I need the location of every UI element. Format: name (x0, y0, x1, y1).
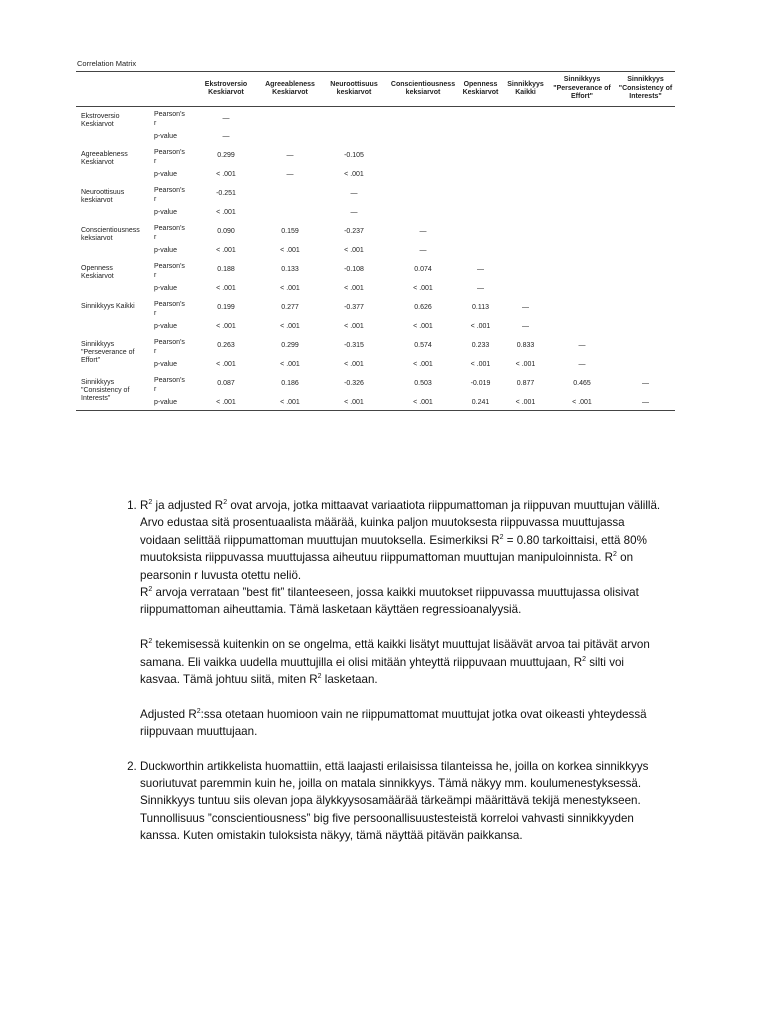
text-run: silti voi kasvaa. Tämä johtuu siitä, miten R (140, 655, 625, 687)
p-value-cell: < .001 (413, 323, 433, 331)
p-value-cell (548, 131, 616, 145)
text-run: R (140, 638, 149, 652)
correlation-value-cell (458, 107, 503, 131)
correlation-value-cell: — (578, 342, 586, 350)
answer-list (104, 497, 664, 845)
p-value-cell: < .001 (280, 285, 300, 293)
superscript: 2 (196, 707, 201, 715)
matrix-body (76, 107, 675, 411)
answer-paragraph (140, 636, 664, 688)
stat-label: p-value (154, 323, 177, 331)
correlation-value-cell (503, 259, 548, 283)
p-value-cell: — (578, 361, 586, 369)
correlation-value-cell (503, 145, 548, 169)
matrix-row-pvalue (76, 169, 675, 183)
stat-label: p-value (154, 247, 177, 255)
correlation-value-cell: 0.199 (217, 304, 235, 312)
matrix-row-pvalue (76, 207, 675, 221)
stat-label: Pearson's r (154, 149, 185, 165)
correlation-value-cell: -0.019 (470, 380, 491, 388)
superscript: 2 (148, 586, 153, 594)
p-value-cell: < .001 (216, 247, 236, 255)
superscript: 2 (223, 499, 228, 507)
p-value-cell: — (616, 397, 675, 411)
p-value-cell: < .001 (515, 361, 536, 369)
matrix-row-pvalue (76, 359, 675, 373)
p-value-cell: < .001 (216, 171, 236, 179)
p-value-cell: < .001 (344, 285, 364, 293)
column-header: Ekstroversio Keskiarvot (192, 72, 260, 107)
row-variable-label: Agreeableness Keskiarvot (81, 150, 128, 166)
correlation-value-cell: 0.277 (281, 304, 299, 312)
matrix-row-pvalue (76, 283, 675, 297)
row-variable-label: Conscientiousness keksiarvot (81, 226, 140, 242)
correlation-value-cell (616, 107, 675, 131)
p-value-cell (616, 283, 675, 297)
correlation-value-cell (616, 145, 675, 169)
p-value-cell (458, 207, 503, 221)
matrix-row-pearson (76, 145, 675, 169)
correlation-value-cell (458, 221, 503, 245)
text-run: Adjusted R (140, 707, 197, 721)
stat-label: Pearson's r (154, 187, 185, 203)
correlation-value-cell: 0.074 (414, 266, 432, 274)
correlation-value-cell (388, 107, 458, 131)
p-value-cell (548, 283, 616, 297)
p-value-cell: < .001 (470, 323, 491, 331)
p-value-cell (388, 207, 458, 221)
answer-item (140, 497, 664, 741)
stat-label: p-value (154, 285, 177, 293)
text-run: ja adjusted R (152, 499, 224, 512)
p-value-cell (616, 245, 675, 259)
correlation-value-cell: 0.833 (516, 342, 535, 350)
p-value-cell: < .001 (470, 361, 491, 369)
p-value-cell (388, 131, 458, 145)
correlation-value-cell (548, 183, 616, 207)
stat-label: Pearson's r (154, 301, 185, 317)
correlation-value-cell (548, 221, 616, 245)
p-value-cell: < .001 (548, 397, 616, 411)
p-value-cell: < .001 (344, 323, 364, 331)
correlation-value-cell (548, 297, 616, 321)
matrix-row-pearson (76, 297, 675, 321)
p-value-cell (503, 169, 548, 183)
correlation-value-cell (616, 183, 675, 207)
row-variable-label: Sinnikkyys Kaikki (81, 302, 135, 310)
p-value-cell: < .001 (503, 397, 548, 411)
text-run: lasketaan. (321, 673, 378, 687)
p-value-cell: — (286, 171, 294, 179)
correlation-value-cell (388, 183, 458, 207)
correlation-value-cell: 0.087 (217, 380, 235, 388)
correlation-value-cell: 0.465 (573, 380, 591, 388)
p-value-cell: < .001 (216, 209, 236, 217)
matrix-row-pearson (76, 259, 675, 283)
text-run: Duckworthin artikkelista huomattiin, että laajasti erilaisissa tilanteissa he, joilla on korkea sinnikkyys suoriutuvat paremmin kuin he, joilla on matala sinnikkyys. Tämä näkyy mm. koulumenestyksessä. Sinnikkyys tuntuu siis olevan jopa älykkyysosamäärää tärkeämpi määrittävä tekijä menestykseen. Tunnollisuus ”conscientiousness” big five persoonallisuustesteistä korreloi vahvasti sinnikkyyden kanssa. Kuten omistakin tuloksista näkyy, tämä näyttää pitävän paikkansa. (140, 759, 649, 843)
correlation-value-cell: 0.186 (281, 380, 299, 388)
p-value-cell (548, 207, 616, 221)
p-value-cell: < .001 (413, 361, 433, 369)
answer-paragraph (140, 758, 664, 845)
column-header: Openness Keskiarvot (458, 72, 503, 107)
text-run: tekemisessä kuitenkin on se ongelma, että kaikki lisätyt muuttujat lisäävät arvoa tai pitävät arvon samana. Eli vaikka uudella muuttujilla ei olisi mitään yhteyttä riippuvaan muuttujaan, R (140, 638, 650, 669)
stat-label: Pearson's r (154, 225, 185, 241)
text-run: = 0.80 tarkoittaisi, että 80% muutoksista riippuvassa muuttujassa aiheutuu riippumattoman muuttujan manipuloinnista. R (140, 533, 647, 565)
p-value-cell (503, 207, 548, 221)
matrix-row-pvalue (76, 131, 675, 145)
answer-paragraph (140, 497, 664, 619)
correlation-value-cell: — (642, 380, 649, 388)
stat-label: Pearson's r (154, 377, 185, 393)
correlation-value-cell (458, 145, 503, 169)
header-blank (76, 72, 150, 107)
correlation-value-cell: 0.159 (281, 228, 299, 236)
matrix-caption: Correlation Matrix (77, 59, 137, 68)
p-value-cell: < .001 (280, 361, 300, 369)
p-value-cell: < .001 (320, 397, 388, 411)
p-value-cell (503, 131, 548, 145)
correlation-value-cell: 0.299 (281, 342, 299, 350)
p-value-cell: — (522, 323, 529, 331)
correlation-value-cell: 0.133 (281, 266, 299, 274)
p-value-cell (320, 131, 388, 145)
correlation-value-cell: — (419, 228, 427, 236)
correlation-value-cell (503, 183, 548, 207)
correlation-value-cell (548, 259, 616, 283)
p-value-cell (503, 283, 548, 297)
answer-item (140, 758, 664, 845)
p-value-cell (503, 245, 548, 259)
p-value-cell: < .001 (413, 285, 433, 293)
correlation-value-cell (320, 107, 388, 131)
row-variable-label: Sinnikkyys "Consistency of Interests" (76, 373, 150, 411)
correlation-value-cell: 0.626 (414, 304, 432, 312)
correlation-value-cell (458, 183, 503, 207)
correlation-value-cell (503, 221, 548, 245)
correlation-value-cell: — (286, 152, 294, 160)
answer-paragraph (140, 706, 664, 741)
p-value-cell (458, 169, 503, 183)
superscript: 2 (317, 673, 322, 681)
correlation-value-cell (616, 297, 675, 321)
correlation-value-cell: -0.105 (344, 152, 364, 160)
correlation-value-cell: 0.299 (217, 152, 235, 160)
text-run: :ssa otetaan huomioon vain ne riippumattomat muuttujat jotka ovat oikeasti yhteydessä riippuvaan muuttujaan. (140, 707, 647, 739)
p-value-cell (388, 169, 458, 183)
column-header: Agreeableness Keskiarvot (260, 72, 320, 107)
stat-label: p-value (154, 209, 177, 217)
matrix-row-pearson (76, 335, 675, 359)
correlation-value-cell (616, 259, 675, 283)
header-blank (150, 72, 192, 107)
p-value-cell (616, 359, 675, 373)
p-value-cell (548, 321, 616, 335)
stat-label: Pearson's r (154, 263, 185, 279)
stat-label: p-value (150, 397, 192, 411)
matrix-row-pearson (76, 107, 675, 131)
superscript: 2 (499, 533, 504, 541)
p-value-cell: < .001 (216, 285, 236, 293)
p-value-cell (260, 207, 320, 221)
correlation-value-cell: -0.251 (216, 190, 236, 198)
p-value-cell: — (222, 133, 230, 141)
p-value-cell: — (477, 285, 484, 293)
p-value-cell (458, 245, 503, 259)
correlation-matrix-table (76, 71, 675, 411)
correlation-value-cell (548, 145, 616, 169)
correlation-value-cell: -0.377 (344, 304, 364, 312)
correlation-value-cell: 0.263 (217, 342, 235, 350)
p-value-cell (548, 245, 616, 259)
correlation-value-cell: — (522, 304, 529, 312)
matrix-row-pvalue (76, 397, 675, 411)
row-variable-label: Openness Keskiarvot (81, 264, 114, 280)
correlation-value-cell: -0.237 (344, 228, 364, 236)
p-value-cell (458, 131, 503, 145)
column-header: Sinnikkyys Kaikki (503, 72, 548, 107)
superscript: 2 (148, 638, 153, 646)
correlation-value-cell: -0.108 (344, 266, 364, 274)
column-header: Neuroottisuus keskiarvot (320, 72, 388, 107)
correlation-value-cell: 0.188 (217, 266, 235, 274)
matrix-row-pvalue (76, 321, 675, 335)
correlation-value-cell (260, 183, 320, 207)
p-value-cell (616, 169, 675, 183)
row-variable-label: Ekstroversio Keskiarvot (81, 113, 120, 129)
p-value-cell: < .001 (216, 361, 236, 369)
p-value-cell: < .001 (344, 171, 364, 179)
matrix-row-pearson (76, 373, 675, 397)
correlation-value-cell (503, 107, 548, 131)
p-value-cell: — (419, 247, 427, 255)
text-run: R (140, 499, 149, 512)
superscript: 2 (613, 551, 617, 559)
p-value-cell (260, 131, 320, 145)
p-value-cell: < .001 (280, 247, 300, 255)
correlation-value-cell: — (350, 190, 358, 198)
correlation-value-cell: 0.503 (414, 380, 432, 388)
p-value-cell: < .001 (280, 323, 300, 331)
column-header: Sinnikkyys "Perseverance of Effort" (548, 72, 616, 107)
correlation-value-cell (548, 107, 616, 131)
stat-label: p-value (154, 133, 177, 141)
row-variable-label: Neuroottisuus keskiarvot (81, 188, 125, 204)
p-value-cell: < .001 (216, 323, 236, 331)
p-value-cell: < .001 (344, 361, 364, 369)
p-value-cell: < .001 (260, 397, 320, 411)
correlation-value-cell: 0.090 (217, 228, 235, 236)
matrix-row-pearson (76, 183, 675, 207)
matrix-header-row (76, 72, 675, 107)
correlation-value-cell (388, 145, 458, 169)
text-run: arvoja verrataan ”best fit” tilanteeseen, jossa kaikki muutokset riippuvassa muuttujassa olisivat riippumattoman aiheuttamia. Tämä lasketaan käyttäen regressioanalyysiä. (140, 586, 639, 617)
superscript: 2 (148, 499, 153, 507)
p-value-cell (616, 131, 675, 145)
stat-label: Pearson's r (154, 111, 185, 127)
text-run: R (140, 586, 149, 600)
text-run: on pearsonin r luvusta otettu neliö. (140, 551, 634, 582)
row-variable-label: Sinnikkyys "Perseverance of Effort" (81, 340, 135, 365)
column-header: Sinnikkyys "Consistency of Interests" (616, 72, 675, 107)
correlation-value-cell: 0.233 (471, 342, 490, 350)
p-value-cell: — (350, 209, 358, 217)
stat-label: Pearson's r (154, 339, 185, 355)
matrix-row-pearson (76, 221, 675, 245)
stat-label: p-value (154, 171, 177, 179)
answer-text (104, 497, 664, 862)
correlation-value-cell: -0.326 (344, 380, 364, 388)
correlation-value-cell: — (477, 266, 484, 274)
correlation-value-cell (616, 335, 675, 359)
p-value-cell: < .001 (192, 397, 260, 411)
p-value-cell: < .001 (388, 397, 458, 411)
p-value-cell: < .001 (344, 247, 364, 255)
correlation-value-cell: 0.877 (516, 380, 535, 388)
column-header: Conscientiousness keksiarvot (388, 72, 458, 107)
matrix-row-pvalue (76, 245, 675, 259)
text-run: ovat arvoja, jotka mittaavat variaatiota riippumattoman ja riippuvan muuttujan välillä. Arvo edustaa sitä prosentuaalista määrää, kuinka paljon muutoksesta riippuvassa muuttujassa voidaan selittää riippumattoman muuttujan muutoksella. Esimerkiksi R (140, 499, 661, 547)
stat-label: p-value (154, 361, 177, 369)
p-value-cell (616, 207, 675, 221)
p-value-cell (548, 169, 616, 183)
p-value-cell: 0.241 (458, 397, 503, 411)
correlation-value-cell: -0.315 (344, 342, 364, 350)
p-value-cell (616, 321, 675, 335)
correlation-value-cell (260, 107, 320, 131)
correlation-value-cell (616, 221, 675, 245)
correlation-value-cell: — (222, 114, 230, 122)
correlation-value-cell: 0.113 (472, 304, 489, 312)
correlation-value-cell: 0.574 (414, 342, 432, 350)
superscript: 2 (582, 655, 586, 663)
